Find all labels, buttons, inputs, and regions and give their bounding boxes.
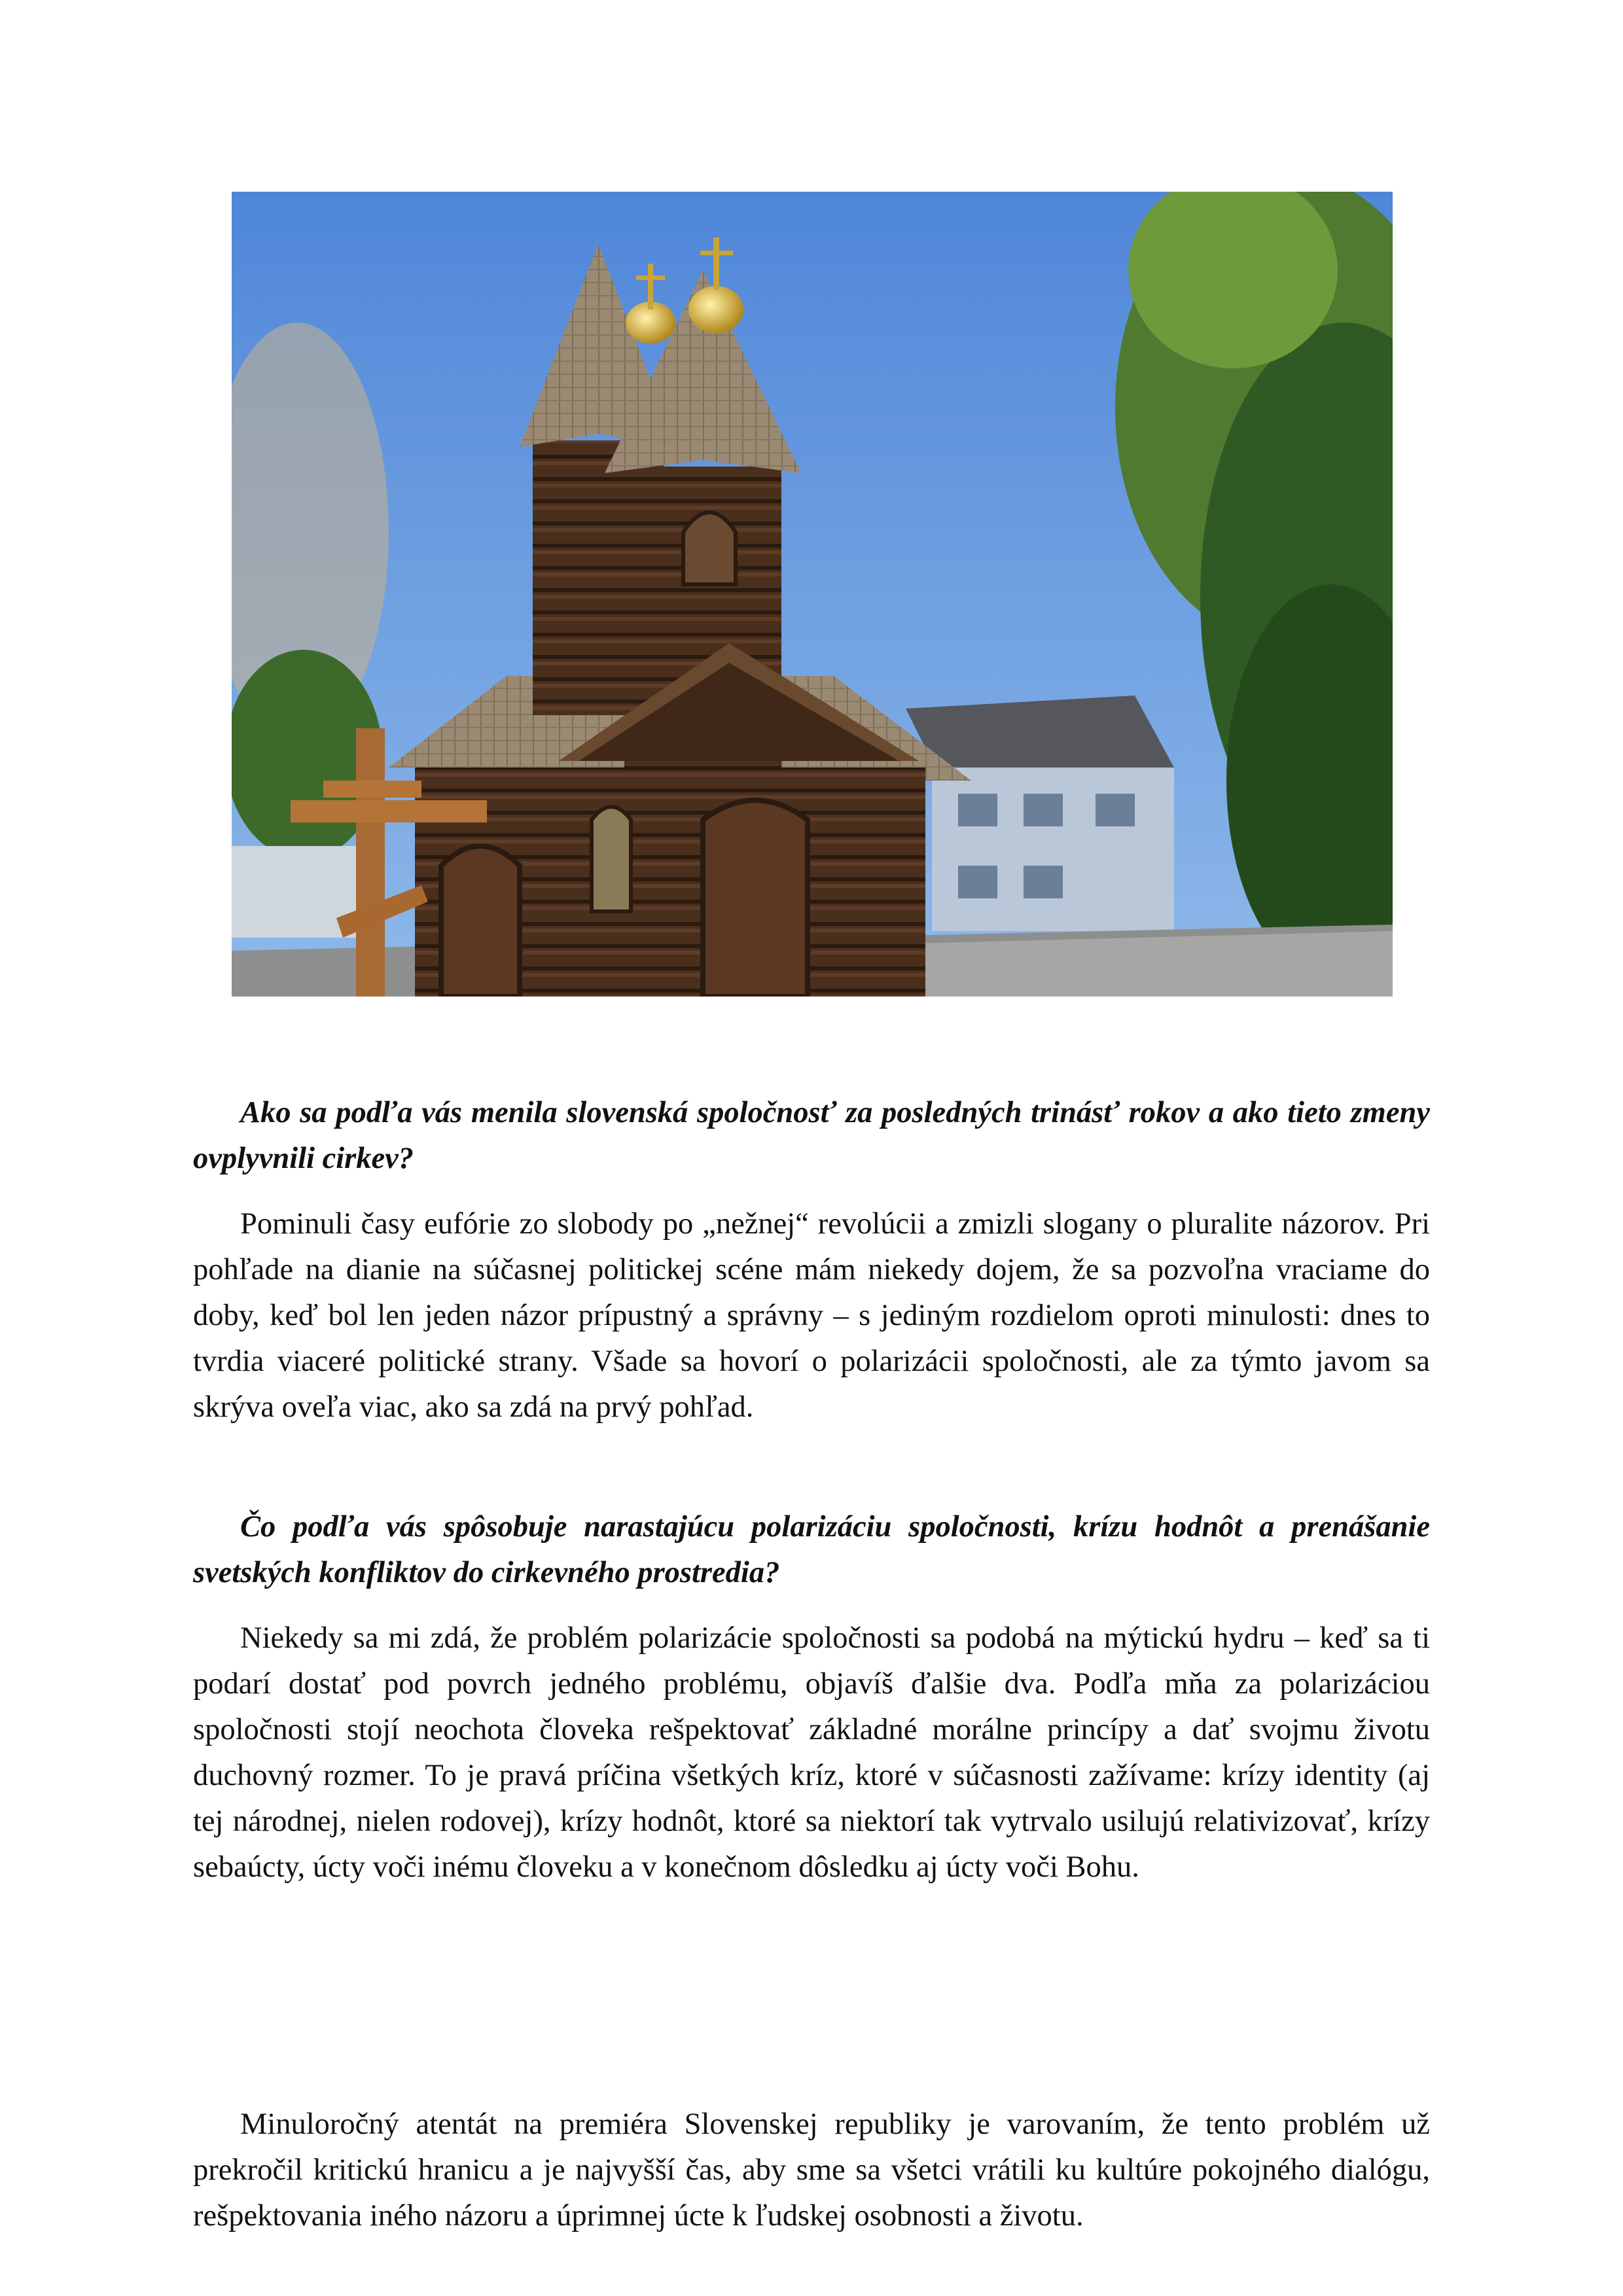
church-photo (232, 192, 1393, 997)
church-photo-icon (232, 192, 1393, 997)
answer-paragraph-2: Niekedy sa mi zdá, že problém polarizácie spoločnosti sa podobá na mýtickú hydru – keď sa ti podarí dostať pod povrch jedného problému, objavíš ďalšie dva. Podľa mňa za polarizáciou spoločnosti stojí neochota človeka rešpektovať základné morálne princípy a dať svojmu životu duchovný rozmer. To je pravá príčina všetkých kríz, ktoré v súčasnosti zažívame: krízy identity (aj tej národnej, nielen rodovej), krízy hodnôt, ktoré sa niektorí tak vytrvalo usilujú relativizovať, krízy sebaúcty, úcty voči inému človeku a v konečnom dôsledku aj úcty voči Bohu. (193, 1621, 1430, 1884)
answer-paragraph-1: Pominuli časy eufórie zo slobody po „nežnej“ revolúcii a zmizli slogany o pluralite názorov. Pri pohľade na dianie na súčasnej politickej scéne mám niekedy dojem, že sa pozvoľna vraciame do doby, keď bol len jeden názor prípustný a správny – s jediným rozdielom oproti minulosti: dnes to tvrdia viaceré politické strany. Všade sa hovorí o polarizácii spoločnosti, ale za týmto javom sa skrýva oveľa viac, ako sa zdá na prvý pohľad. (193, 1207, 1430, 1424)
question-1: Ako sa podľa vás menila slovenská spoločnosť za posledných trinásť rokov a ako tieto zmeny ovplyvnili cirkev? (193, 1096, 1430, 1175)
answer-paragraph-3: Minuloročný atentát na premiéra Slovenskej republiky je varovaním, že tento problém už prekročil kritickú hranicu a je najvyšší čas, aby sme sa všetci vrátili ku kultúre pokojného dialógu, rešpektovania iného názoru a úprimnej úcte k ľudskej osobnosti a životu. (193, 2108, 1430, 2233)
question-2: Čo podľa vás spôsobuje narastajúcu polarizáciu spoločnosti, krízu hodnôt a prenášanie svetských konfliktov do cirkevného prostredia? (193, 1510, 1430, 1589)
